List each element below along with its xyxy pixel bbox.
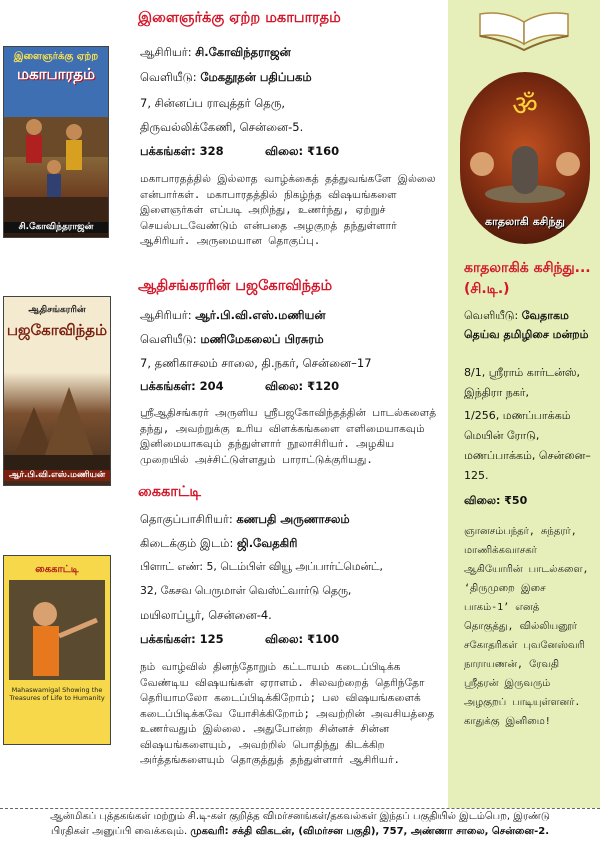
- author-label: ஆசிரியர்:: [140, 45, 192, 59]
- book3-cover-title: கைகாட்டி: [35, 564, 79, 575]
- book2-address-1: 7, தணிகாசலம் சாலை, தி.நகர், சென்னை–17: [140, 356, 372, 370]
- book3-cover-subtitle: Mahaswamigal Showing the Treasures of Life to Humanity: [9, 686, 105, 702]
- book1-price: விலை: ₹160: [265, 144, 340, 158]
- book2-entry: [120, 270, 440, 470]
- book1-publisher-line: [140, 70, 312, 86]
- publisher-label: வெளியீடு:: [140, 70, 197, 84]
- book1-cover-title-1: இளைஞர்க்கு ஏற்ற: [13, 51, 99, 62]
- book1-title: இளைஞர்க்கு ஏற்ற மகாபாரதம்: [138, 10, 341, 26]
- book2-cover-illustration: [4, 367, 110, 477]
- book3-price: விலை: ₹100: [265, 632, 340, 646]
- book2-description: [140, 406, 440, 468]
- om-symbol-icon: ॐ: [512, 89, 538, 122]
- book2-cover-author: ஆர்.பி.வி.எஸ்.மணியன்: [4, 470, 110, 481]
- book1-address-1: 7, சின்னப்ப ராவுத்தர் தெரு,: [140, 96, 286, 110]
- book3-cover-image: [3, 555, 111, 745]
- book1-author-line: [140, 45, 291, 61]
- book3-compiler-line: [140, 512, 350, 528]
- book2-description-text: ஸ்ரீஆதிசங்கரர் அருளிய ஸ்ரீபஜகோவிந்தத்தின் பாடல்களைத் தந்து, அவற்றுக்கு உரிய விளக்கங்களை எளிமையாகவும் இனிமையாகவும் தந்துள்ளார் நூலாசிரியர். அழகிய முறையில் அச்சிட்டுள்ளதும் பாராட்டுக்குரியது.: [140, 407, 437, 466]
- book3-available: ஜி.வேதகிரி: [237, 536, 298, 550]
- book2-pages: பக்கங்கள்: 204: [140, 379, 224, 393]
- footer-line-2: [0, 824, 600, 839]
- footer-address: முகவரி: சக்தி விகடன், (விமர்சன பகுதி), 757, அண்ணா சாலை, சென்னை-2.: [190, 826, 549, 837]
- book2-cover-title-2: பஜகோவிந்தம்: [6, 321, 108, 339]
- cd-cover-title: காதலாகி கசிந்து: [485, 215, 565, 228]
- open-book-icon: [474, 4, 574, 54]
- book3-available-line: [140, 536, 297, 552]
- book1-cover-title-2: மகாபாரதம்: [16, 65, 96, 83]
- cd-description: ஞானசம்பந்தர், சுந்தரர், மாணிக்கவாசகர் ஆகியோரின் பாடல்களை, ‘திருமுறை இசை பாகம்-1’ எனத் தொகுத்து, வில்லியனூர் சகோதரிகள் புவனேஸ்வரி நாராயணன், ரேவதி ஸ்ரீதரன் இருவரும் அழகுறப் பாடியுள்ளனர். காதுக்கு இனிமை!: [464, 526, 589, 727]
- book1-cover-author: சி.கோவிந்தராஜன்: [4, 222, 108, 233]
- footer-line-1: ஆன்மிகப் புத்தகங்கள் மற்றும் சி.டி-கள் குறித்த விமர்சனங்கள்/தகவல்கள் இந்தப் பகுதியில் இடம்பெற, இரண்டு: [50, 811, 550, 822]
- cd-address-2: இந்திரா நகர்,: [464, 386, 530, 399]
- book2-author: ஆர்.பி.வி.எஸ்.மணியன்: [195, 308, 326, 322]
- publisher-label: வெளியீடு:: [464, 309, 519, 322]
- cd-title: காதலாகிக் கசிந்து... (சி.டி.): [464, 260, 591, 297]
- author-label: ஆசிரியர்:: [140, 308, 192, 322]
- book2-publisher-line: [140, 332, 324, 348]
- footer-note: [0, 808, 600, 847]
- cd-address-4: மணப்பாக்கம், சென்னை– 125.: [464, 449, 591, 482]
- book1-publisher: மேகதூதன் பதிப்பகம்: [200, 70, 312, 84]
- book3-address-1: பிளாட் எண்: 5, டெம்பிள் வியூ அப்பார்ட்மென்ட்,: [140, 560, 383, 573]
- book2-author-line: [140, 308, 326, 324]
- cd-publisher: வேதாகம தெய்வ தமிழிசை மன்றம்: [464, 309, 589, 341]
- book1-pages: பக்கங்கள்: 328: [140, 144, 224, 158]
- book3-compiler: கணபதி அருணாசலம்: [236, 512, 350, 526]
- book1-cover-image: [3, 46, 109, 238]
- cd-price: விலை: ₹50: [464, 494, 528, 507]
- book1-address-2: திருவல்லிக்கேணி, சென்னை-5.: [140, 120, 304, 134]
- book1-entry: [120, 0, 440, 270]
- cd-sidebar: [448, 0, 600, 808]
- book2-publisher: மணிமேகலைப் பிரசுரம்: [200, 332, 324, 346]
- book1-description-text: மகாபாரதத்தில் இல்லாத வாழ்க்கைத் தத்துவங்களே இல்லை என்பார்கள். மகாபாரதத்தில் நிகழ்ந்த விஷயங்களை இளைஞர்கள் எப்படி அறிந்து, உணர்ந்து, ஏற்றுச் செயல்படவேண்டும் என்பதை அழகுறத் தந்துள்ளார் ஆசிரியர். அருமையான தொகுப்பு.: [140, 173, 436, 247]
- book3-address-2: 32, கேசவ பெருமாள் வெஸ்ட்வார்டு தெரு,: [140, 584, 352, 597]
- book1-author: சி.கோவிந்தராஜன்: [195, 45, 291, 59]
- book1-description: [140, 172, 440, 250]
- compiler-label: தொகுப்பாசிரியர்:: [140, 512, 233, 526]
- publisher-label: வெளியீடு:: [140, 332, 197, 346]
- book3-pages: பக்கங்கள்: 125: [140, 632, 224, 646]
- lingam-icon: [460, 124, 590, 214]
- book3-description: [140, 660, 440, 769]
- book3-entry: [120, 470, 440, 808]
- available-label: கிடைக்கும் இடம்:: [140, 536, 234, 550]
- book2-price: விலை: ₹120: [265, 379, 340, 393]
- book3-cover-illustration: [9, 580, 105, 680]
- book3-title: கைகாட்டி: [138, 484, 201, 500]
- cd-cover-image: [460, 72, 590, 244]
- footer-line-2a: பிரதிகள் அனுப்பி வைக்கவும்.: [51, 826, 188, 837]
- book2-title: ஆதிசங்கரரின் பஜகோவிந்தம்: [138, 278, 333, 294]
- cd-address-3: 1/256, மணப்பாக்கம் மெயின் ரோடு,: [464, 409, 571, 442]
- book3-description-text: நம் வாழ்வில் தினந்தோறும் கட்டாயம் கடைப்பிடிக்க வேண்டிய விஷயங்கள் ஏராளம். சிலவற்றைத் தெரிந்தோ தெரியாமலோ கடைப்பிடிக்கிறோம்; பல விஷயங்களைக் கடைப்பிடிக்கவே யோசிக்கிறோம்; அவற்றின் அவசியத்தை உணர்வதும் இல்லை. அதுபோன்ற சின்னச் சின்ன விஷயங்களையும், அவற்றில் பொதிந்து கிடக்கிற அர்த்தங்களையும் தொகுத்துத் தந்துள்ளார் ஆசிரியர்.: [140, 661, 435, 766]
- book3-address-3: மயிலாப்பூர், சென்னை-4.: [140, 608, 272, 622]
- book1-cover-illustration: [4, 87, 108, 237]
- cd-address-1: 8/1, ஸ்ரீராம் கார்டன்ஸ்,: [464, 366, 581, 379]
- book2-cover-image: [3, 296, 111, 486]
- book2-cover-title-1: ஆதிசங்கரரின்: [28, 305, 86, 315]
- cd-publisher-line: [464, 306, 592, 344]
